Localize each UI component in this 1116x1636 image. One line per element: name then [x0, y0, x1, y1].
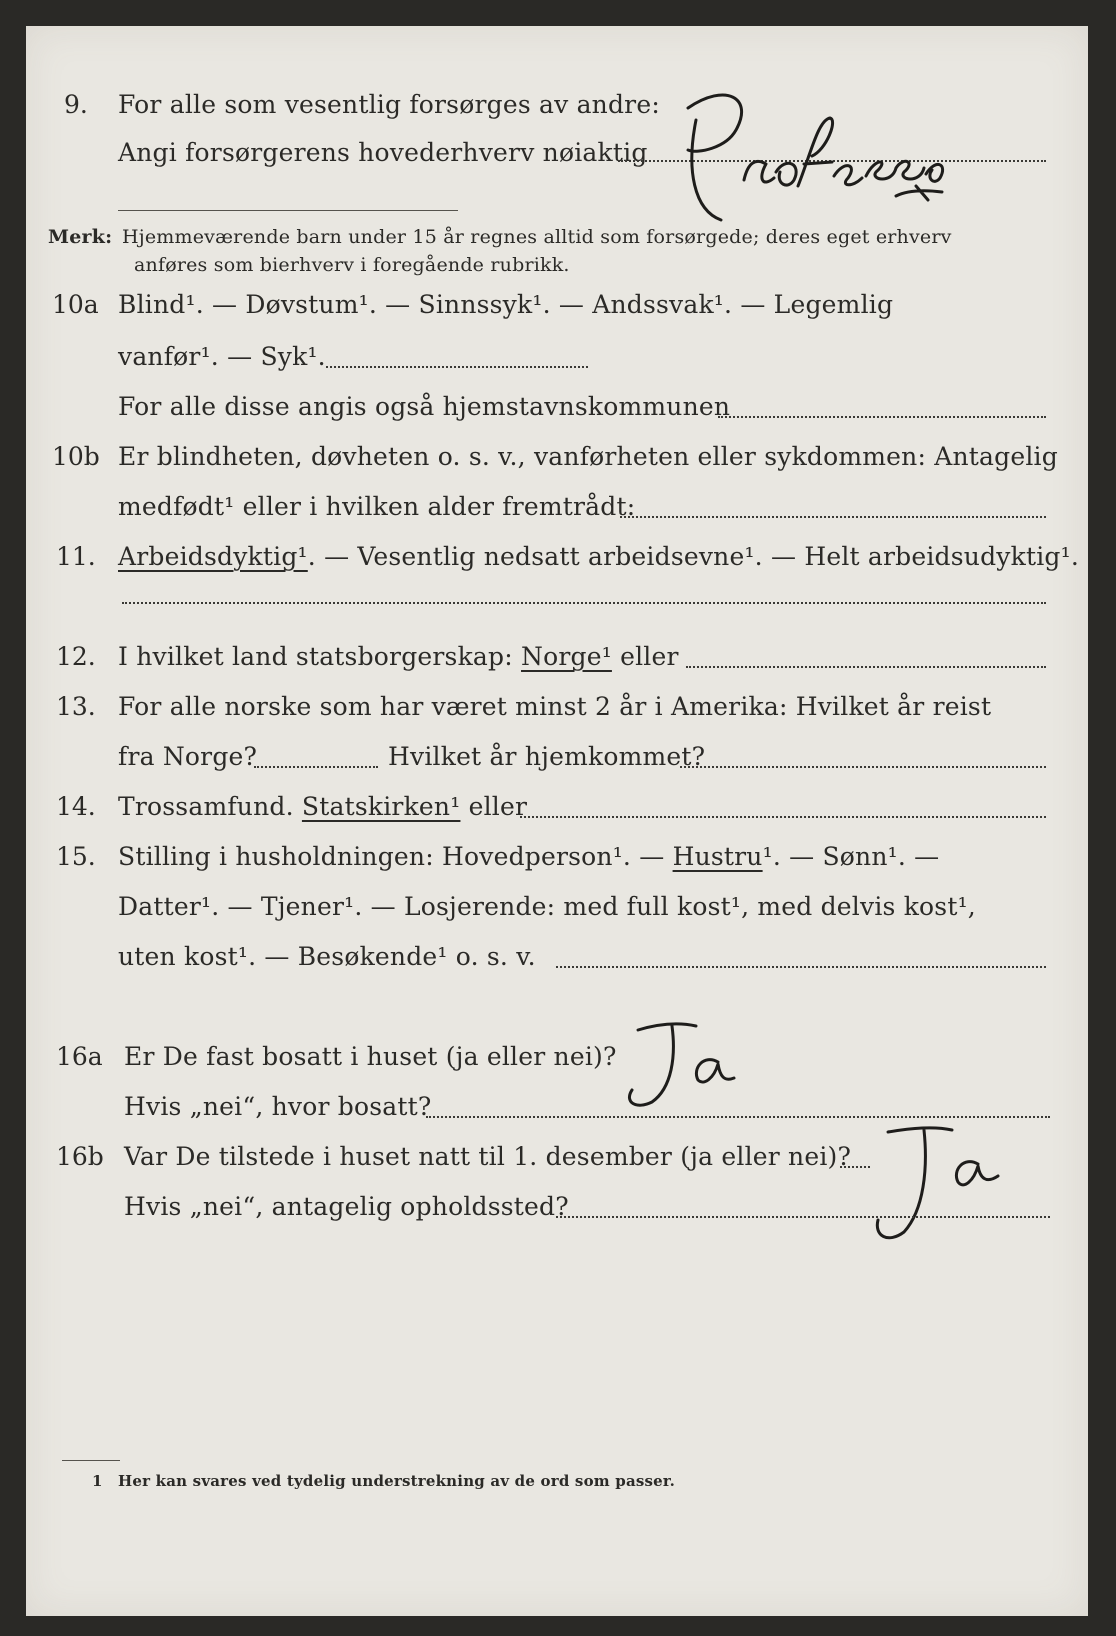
- q13-line2b: Hvilket år hjemkommet?: [388, 742, 706, 771]
- footnote-rule: [62, 1460, 120, 1461]
- q12-line: [118, 642, 679, 671]
- q13-reist-line[interactable]: [254, 766, 378, 768]
- q9-handwritten-answer: [626, 60, 956, 230]
- q15-line1: [118, 842, 939, 871]
- q16b-number: 16b: [56, 1142, 104, 1171]
- q15-option-hustru[interactable]: Hustru: [672, 842, 763, 871]
- q9-line2: Angi forsørgerens hovederhverv nøiaktig: [118, 138, 648, 167]
- q15-line3: uten kost¹. — Besøkende¹ o. s. v.: [118, 942, 536, 971]
- q11-line: [118, 542, 1079, 571]
- q14-number: 14.: [56, 792, 96, 821]
- q16b-handwritten-answer: [832, 1112, 1032, 1252]
- q11-rest: . — Vesentlig nedsatt arbeidsevne¹. — Helt arbeidsudyktig¹.: [307, 542, 1079, 571]
- q10a-line3: For alle disse angis også hjemstavnskommunen: [118, 392, 731, 421]
- q10b-line1: Er blindheten, døvheten o. s. v., vanførheten eller sykdommen: Antagelig: [118, 442, 1058, 471]
- q10b-line2: medfødt¹ eller i hvilken alder fremtrådt:: [118, 492, 636, 521]
- q12-suffix: eller: [620, 642, 679, 671]
- q13-hjemkommet-line[interactable]: [680, 766, 1046, 768]
- q11-answer-line[interactable]: [122, 602, 1046, 604]
- q13-line2a: fra Norge?: [118, 742, 258, 771]
- q9-separator: [118, 210, 458, 211]
- merk-line1: Hjemmeværende barn under 15 år regnes alltid som forsørgede; deres eget erhverv: [122, 226, 952, 248]
- q14-line: [118, 792, 527, 821]
- q15-line1b: ¹. — Sønn¹. —: [762, 842, 940, 871]
- q9-number: 9.: [64, 90, 88, 119]
- census-form-page: [26, 26, 1088, 1616]
- q12-number: 12.: [56, 642, 96, 671]
- q10b-answer-line[interactable]: [620, 516, 1046, 518]
- q14-suffix: eller: [468, 792, 528, 821]
- q13-line1: For alle norske som har været minst 2 år i Amerika: Hvilket år reist: [118, 692, 992, 721]
- q15-line2: Datter¹. — Tjener¹. — Losjerende: med full kost¹, med delvis kost¹,: [118, 892, 976, 921]
- q10b-number: 10b: [52, 442, 100, 471]
- merk-line2: anføres som bierhverv i foregående rubrikk.: [134, 254, 570, 276]
- q10a-line1: Blind¹. — Døvstum¹. — Sinnssyk¹. — Andssvak¹. — Legemlig: [118, 290, 894, 319]
- q12-answer-line[interactable]: [686, 666, 1046, 668]
- q11-number: 11.: [56, 542, 96, 571]
- q10a-answer-line[interactable]: [326, 366, 588, 368]
- q16a-handwritten-answer: [598, 1006, 758, 1116]
- q16b-line1: Var De tilstede i huset natt til 1. desember (ja eller nei)?: [124, 1142, 852, 1171]
- q12-option-norge[interactable]: Norge¹: [521, 642, 612, 671]
- q16b-line2: Hvis „nei“, antagelig opholdssted?: [124, 1192, 569, 1221]
- q14-prefix: Trossamfund.: [118, 792, 294, 821]
- q12-prefix: I hvilket land statsborgerskap:: [118, 642, 513, 671]
- q14-answer-line[interactable]: [520, 816, 1046, 818]
- footnote-mark: 1: [92, 1472, 103, 1490]
- q13-number: 13.: [56, 692, 96, 721]
- q15-answer-line[interactable]: [556, 966, 1046, 968]
- footnote-text: Her kan svares ved tydelig understrekning av de ord som passer.: [118, 1472, 676, 1490]
- q11-option-arbeidsdyktig[interactable]: Arbeidsdyktig¹: [118, 542, 308, 571]
- q16a-line1: Er De fast bosatt i huset (ja eller nei)?: [124, 1042, 617, 1071]
- q15-number: 15.: [56, 842, 96, 871]
- q10a-line2: vanfør¹. — Syk¹.: [118, 342, 326, 371]
- q14-option-statskirken[interactable]: Statskirken¹: [301, 792, 461, 821]
- q16b-opholdssted-line[interactable]: [556, 1216, 1050, 1218]
- q10a-number: 10a: [52, 290, 99, 319]
- q9-line1: For alle som vesentlig forsørges av andre:: [118, 90, 660, 119]
- merk-label: Merk:: [48, 226, 113, 248]
- q16a-line2: Hvis „nei“, hvor bosatt?: [124, 1092, 432, 1121]
- q16a-number: 16a: [56, 1042, 103, 1071]
- q10a-hjemstavn-line[interactable]: [718, 416, 1046, 418]
- q15-line1a: Stilling i husholdningen: Hovedperson¹. —: [118, 842, 665, 871]
